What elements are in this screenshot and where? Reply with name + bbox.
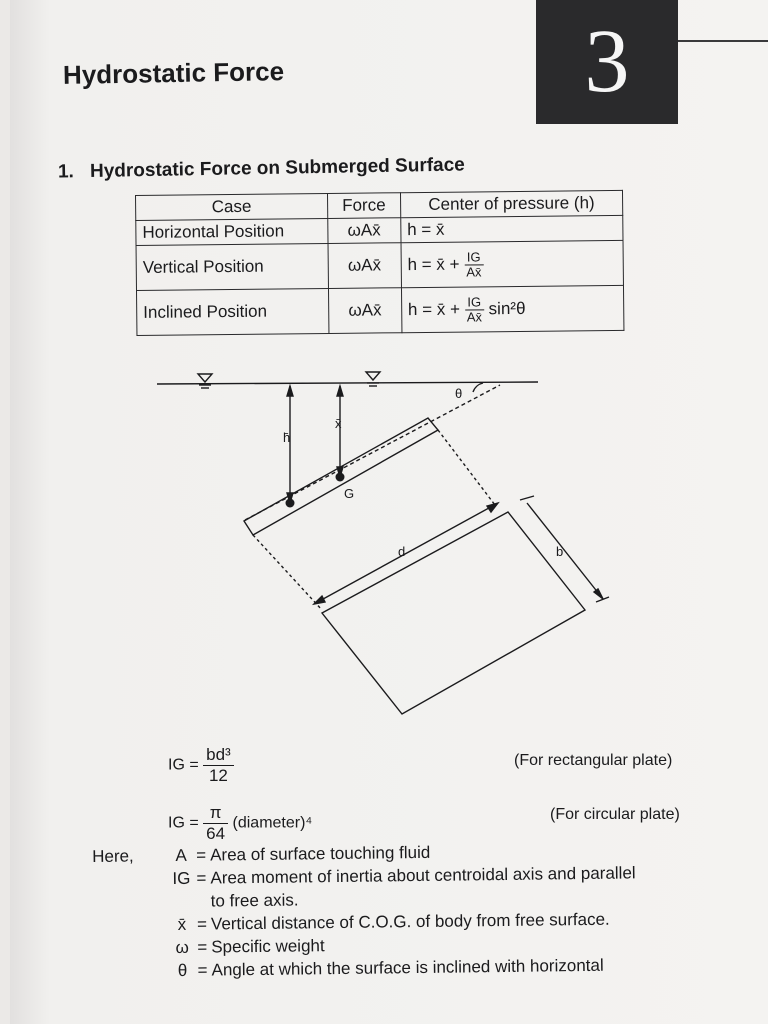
formula-tail: (diameter)⁴ <box>232 814 313 832</box>
center-of-pressure-point <box>286 499 295 508</box>
label-G: G <box>344 486 355 501</box>
arrow-head <box>594 589 603 599</box>
definition-symbol: IG <box>172 868 191 889</box>
equals-sign: = <box>197 937 208 957</box>
table-header: Center of pressure (h) <box>400 190 622 217</box>
chapter-number: 3 <box>536 0 678 124</box>
force-cell: ωAx̄ <box>328 243 401 289</box>
equals-sign: = <box>196 868 207 888</box>
formula-fraction <box>203 745 234 786</box>
equals-sign: = <box>196 845 207 865</box>
label-h-bar: h̄ <box>283 430 291 445</box>
fraction-numerator: IG <box>464 250 483 265</box>
equals-sign: = <box>197 960 208 980</box>
arrow-head <box>487 503 498 512</box>
case-cell: Horizontal Position <box>136 218 328 245</box>
definition-symbol: A <box>175 845 187 865</box>
definition-symbol: θ <box>177 960 188 980</box>
fraction-denominator: 12 <box>208 766 228 785</box>
equals-sign: = <box>196 914 208 934</box>
cp-expression: h = x̄ <box>407 219 445 240</box>
definition-text: Area of surface touching fluid <box>210 842 431 865</box>
formula-fraction <box>203 803 228 844</box>
definition-text: to free axis. <box>210 890 299 911</box>
case-cell: Inclined Position <box>137 288 329 335</box>
definition-text: Specific weight <box>211 936 325 957</box>
plate-edge-dashed <box>438 430 495 505</box>
centroid-point <box>336 473 345 482</box>
chapter-title: Hydrostatic Force <box>62 56 285 90</box>
label-b: b <box>556 544 564 559</box>
table-header: Case <box>136 193 328 220</box>
cp-suffix: sin²θ <box>488 298 526 318</box>
cp-fraction <box>465 295 484 324</box>
fraction-denominator: Ax̄ <box>466 308 483 325</box>
fraction-numerator: IG <box>465 295 484 310</box>
water-level-icon <box>198 374 212 388</box>
water-level-icon <box>366 372 380 386</box>
table-row <box>136 240 623 290</box>
definition-symbol: x̄ <box>177 914 187 934</box>
inclined-plate-diagram <box>0 360 768 730</box>
fraction-numerator: π <box>203 803 228 824</box>
formula-lhs: IG = <box>168 814 199 832</box>
cp-fraction <box>464 250 483 279</box>
cp-expression: h = x̄ + <box>407 254 460 274</box>
formula-note: (For circular plate) <box>550 806 680 823</box>
plate-edge-dashed <box>253 535 322 610</box>
definition-text: Vertical distance of C.O.G. of body from free surface. <box>210 909 610 934</box>
d-dimension-arrow <box>314 503 498 604</box>
definition-symbol: ω <box>175 937 190 957</box>
cp-cell <box>401 215 623 242</box>
force-cell: ωAx̄ <box>328 218 401 244</box>
fraction-numerator: bd³ <box>203 745 234 766</box>
formula-note: (For rectangular plate) <box>514 752 673 769</box>
label-d: d <box>398 544 406 559</box>
fraction-denominator: 64 <box>206 824 226 843</box>
chapter-rule <box>678 40 768 42</box>
section-number: 1. <box>57 161 75 183</box>
center-of-pressure-table <box>135 190 624 336</box>
here-label: Here, <box>92 846 134 866</box>
dimension-tick <box>520 496 534 500</box>
table-row <box>137 285 624 335</box>
section-title-text: Hydrostatic Force on Submerged Surface <box>89 154 465 182</box>
definitions-list <box>92 838 637 983</box>
formula-lhs: IG = <box>168 756 199 774</box>
cp-expression: h = x̄ + <box>407 299 461 319</box>
label-x-bar: x̄ <box>335 416 342 431</box>
arrow-head <box>337 386 343 396</box>
arrow-head <box>314 596 325 604</box>
theta-arc <box>473 383 483 392</box>
case-cell: Vertical Position <box>136 243 328 290</box>
label-theta: θ <box>455 386 463 401</box>
plate-rectangle <box>322 512 585 714</box>
force-cell: ωAx̄ <box>328 288 401 334</box>
formula-ig-circ <box>168 803 312 844</box>
cp-cell <box>401 285 624 332</box>
cp-cell <box>401 240 624 287</box>
table-header: Force <box>327 193 400 219</box>
formula-ig-rect <box>168 745 234 786</box>
arrow-head <box>287 386 293 396</box>
fraction-denominator: Ax̄ <box>466 263 482 280</box>
definition-text: Area moment of inertia about centroidal axis and parallel <box>210 863 636 888</box>
definition-text: Angle at which the surface is inclined with horizontal <box>211 955 604 980</box>
